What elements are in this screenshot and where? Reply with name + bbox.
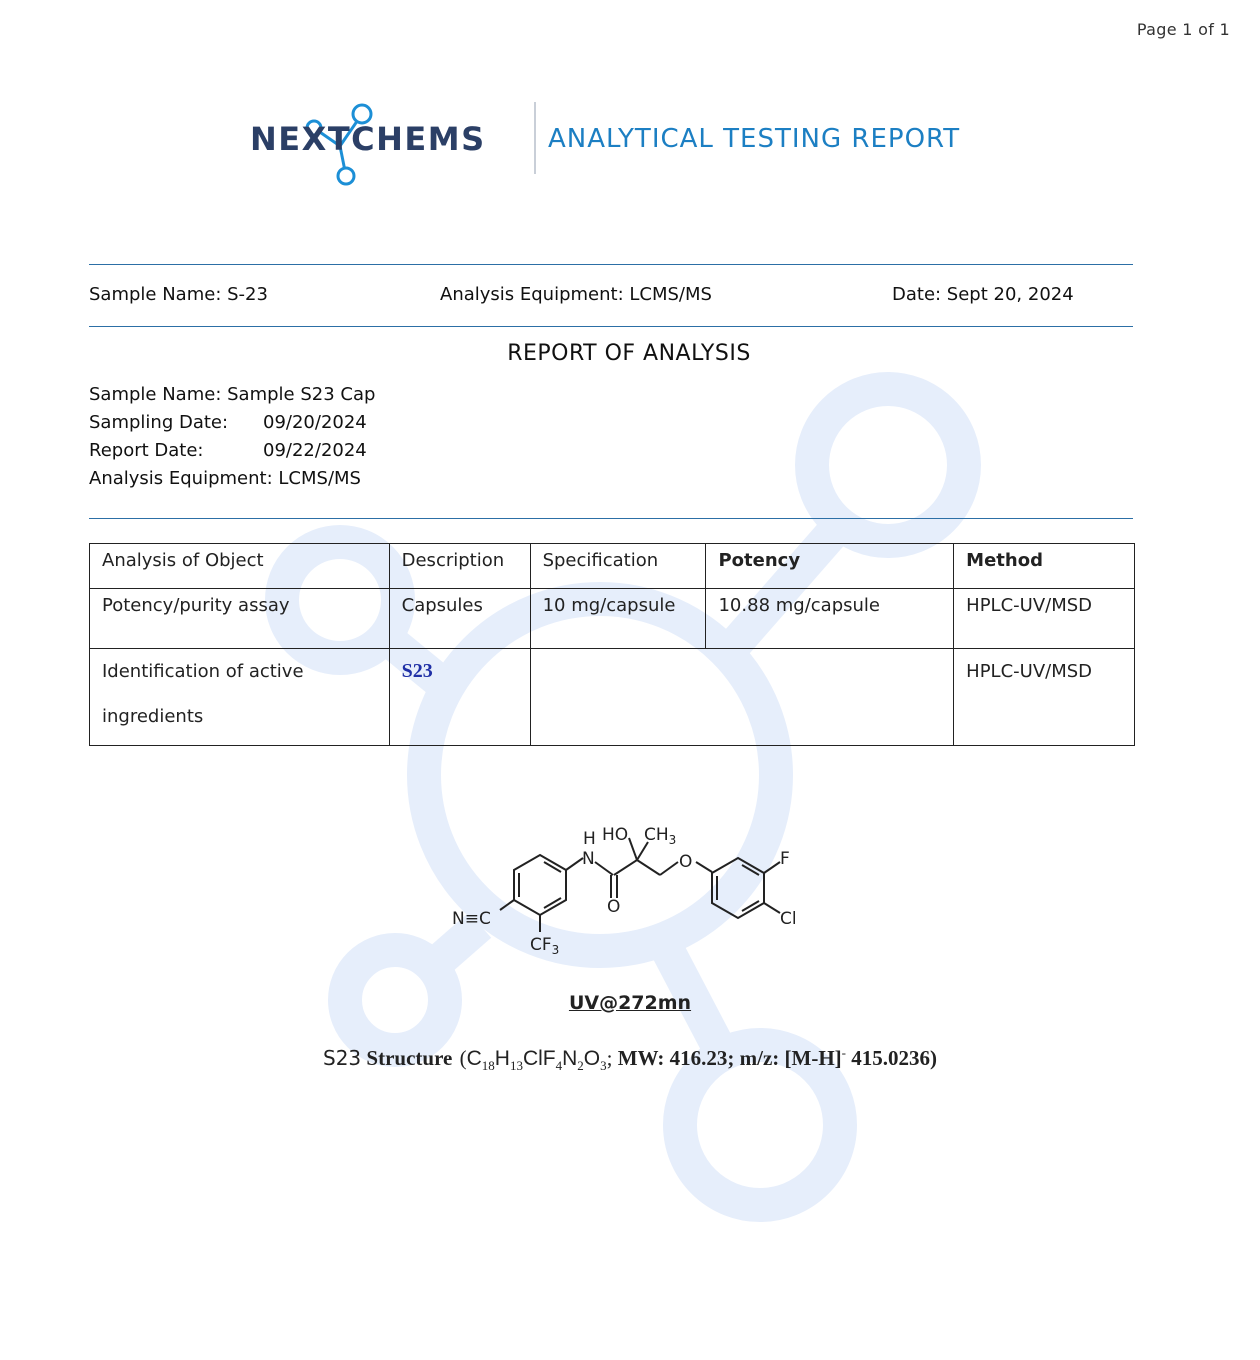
divider-bottom (89, 518, 1133, 519)
formula-n: N (562, 1047, 578, 1070)
formula-sub: 3 (600, 1058, 607, 1074)
atom-label-text: CF (530, 935, 552, 955)
section-title-text: REPORT OF ANALYSIS (507, 341, 751, 366)
compound-name: S23 (401, 660, 433, 682)
table-cell: 10.88 mg/capsule (706, 589, 954, 649)
report-header (250, 98, 970, 188)
section-title (90, 341, 1170, 366)
info-equipment (89, 468, 361, 489)
info-report-date (89, 440, 367, 461)
formula-sup: - (841, 1045, 846, 1060)
formula-prefix: S23 (323, 1046, 362, 1070)
formula-sub: 18 (481, 1058, 495, 1074)
table-row (90, 589, 1135, 649)
atom-label-sub: 3 (551, 943, 560, 957)
formula-sub: 13 (509, 1058, 523, 1074)
info-sample-name (89, 384, 375, 405)
uv-wavelength-label: UV@272mn (568, 992, 692, 1014)
info-label: Sampling Date: (89, 412, 229, 433)
atom-label: F (780, 849, 790, 869)
atom-label (644, 825, 676, 847)
atom-label-text: CH (644, 825, 669, 845)
formula-mw: MW: 416.23; m/z: [M-H] (617, 1046, 842, 1070)
atom-label-sub: 3 (668, 833, 677, 847)
header-cell: Analysis of Object (90, 544, 390, 589)
header-cell: Method (954, 544, 1135, 589)
table-header-row (90, 544, 1135, 589)
atom-label: HO (602, 825, 629, 845)
header-cell: Potency (706, 544, 954, 589)
meta-row (89, 284, 1133, 308)
table-cell: Capsules (389, 589, 530, 649)
table-cell: HPLC-UV/MSD (954, 649, 1135, 746)
chemical-structure-diagram (440, 820, 820, 970)
table-cell (389, 649, 530, 746)
info-sampling-date (89, 412, 367, 433)
logo-divider (534, 102, 536, 174)
info-label: Report Date: (89, 440, 204, 461)
meta-date: Date: Sept 20, 2024 (892, 284, 1074, 305)
page-number: Page 1 of 1 (1136, 20, 1230, 39)
header-cell: Description (389, 544, 530, 589)
table-cell (530, 649, 954, 746)
meta-sample-name: Sample Name: S-23 (89, 284, 268, 305)
atom-label: O (679, 852, 693, 872)
info-label: Analysis Equipment: (89, 468, 273, 489)
formula-c: C (466, 1047, 482, 1070)
molecular-formula (0, 1045, 1260, 1074)
info-label: Sample Name: (89, 384, 222, 405)
info-value: LCMS/MS (278, 468, 361, 489)
formula-mass: 415.0236) (851, 1046, 937, 1070)
atom-label: H (583, 829, 596, 849)
header-cell: Specification (530, 544, 706, 589)
meta-equipment: Analysis Equipment: LCMS/MS (440, 284, 712, 305)
atom-label: O (607, 897, 621, 917)
divider-middle (89, 326, 1133, 327)
info-value: 09/22/2024 (263, 440, 367, 461)
formula-sub: 2 (577, 1058, 584, 1074)
atom-label: N (582, 849, 595, 869)
formula-sub: 4 (555, 1058, 563, 1074)
table-cell: 10 mg/capsule (530, 589, 706, 649)
report-title: ANALYTICAL TESTING REPORT (548, 124, 961, 154)
atom-label: N≡C (452, 909, 491, 929)
table-cell: Identification of active ingredients (90, 649, 390, 746)
atom-label: Cl (780, 909, 797, 929)
formula-semicolon: ; (606, 1046, 613, 1070)
formula-o: O (583, 1047, 601, 1070)
table-cell: HPLC-UV/MSD (954, 589, 1135, 649)
table-row (90, 649, 1135, 746)
formula-open: ( (459, 1046, 467, 1070)
info-value: 09/20/2024 (263, 412, 367, 433)
table-cell: Potency/purity assay (90, 589, 390, 649)
formula-h: H (494, 1047, 510, 1070)
results-table (89, 543, 1135, 746)
logo-wordmark: NEXTCHEMS (250, 120, 486, 158)
formula-clf: ClF (522, 1047, 556, 1070)
info-value: Sample S23 Cap (227, 384, 376, 405)
formula-structure-word: Structure (366, 1046, 453, 1070)
atom-label (530, 935, 559, 957)
divider-top (89, 264, 1133, 265)
